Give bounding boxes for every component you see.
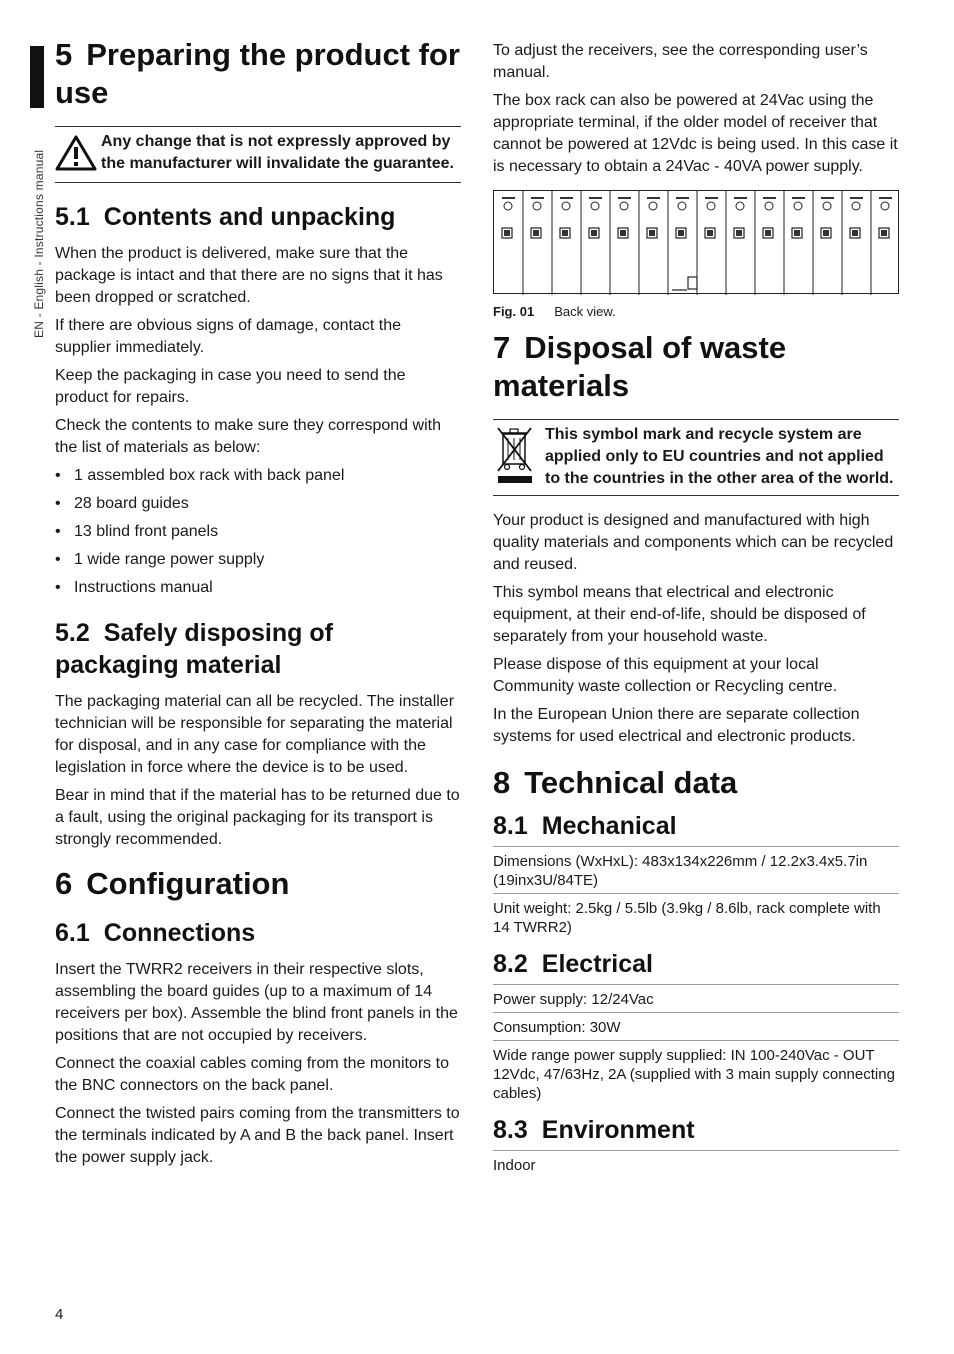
- power-terminal: [672, 277, 697, 290]
- warning-box: [55, 126, 461, 183]
- left-column: [55, 36, 461, 1175]
- section-number: 5.2: [55, 619, 90, 647]
- section-title: Technical data: [524, 765, 738, 800]
- receiver-slot: [784, 191, 805, 295]
- receiver-slot: [502, 197, 515, 238]
- spec-row: Dimensions (WxHxL): 483x134x226mm / 12.2x3.4x5.7in (19inx3U/84TE): [493, 846, 899, 893]
- section-number: 6: [55, 866, 73, 901]
- paragraph: Check the contents to make sure they correspond with the list of materials as below:: [55, 417, 441, 456]
- side-label: EN - English - Instructions manual: [32, 149, 46, 338]
- back-panel-diagram: [494, 191, 900, 295]
- section-number: 8.1: [493, 812, 528, 840]
- section-5-heading: [55, 36, 461, 112]
- section-8-2-heading: [493, 948, 899, 980]
- paragraph: To adjust the receivers, see the corresponding user’s manual.: [493, 42, 868, 81]
- section-number: 8.3: [493, 1116, 528, 1144]
- section-title: Configuration: [86, 866, 290, 901]
- spec-row: Consumption: 30W: [493, 1012, 899, 1040]
- section-number: 6.1: [55, 919, 90, 947]
- paragraph: In the European Union there are separate collection systems for used electrical and electronic products.: [493, 706, 860, 745]
- receiver-slot: [842, 191, 863, 295]
- list-item: • Instructions manual: [55, 577, 461, 599]
- paragraph: Insert the TWRR2 receivers in their respective slots, assembling the board guides (up to a maximum of 14 receivers per box). Assemble the blind front panels in the positions that are not occupied by receivers.: [55, 961, 458, 1044]
- warning-text: Any change that is not expressly approved by the manufacturer will invalidate the guarantee.: [101, 133, 454, 172]
- spec-row: Wide range power supply supplied: IN 100-240Vac - OUT 12Vdc, 47/63Hz, 2A (supplied with 3 main supply connecting cables): [493, 1040, 899, 1106]
- paragraph: Connect the coaxial cables coming from the monitors to the BNC connectors on the back panel.: [55, 1055, 449, 1094]
- crossed-bin-icon: [493, 424, 545, 491]
- paragraph: Connect the twisted pairs coming from the transmitters to the terminals indicated by A and B the back panel. Insert the power supply jack.: [55, 1105, 460, 1166]
- spec-row: Unit weight: 2.5kg / 5.5lb (3.9kg / 8.6lb, rack complete with 14 TWRR2): [493, 893, 899, 940]
- section-number: 5: [55, 37, 73, 72]
- section-5-2-heading: [55, 617, 461, 681]
- paragraph: When the product is delivered, make sure that the package is intact and that there are no signs that it has been dropped or scratched.: [55, 245, 443, 306]
- spec-row: Indoor: [493, 1150, 899, 1178]
- receiver-slot: [755, 191, 776, 295]
- list-item: • 1 assembled box rack with back panel: [55, 465, 461, 487]
- list-item: • 13 blind front panels: [55, 521, 461, 543]
- contents-list: [55, 465, 461, 599]
- receiver-slot: [668, 191, 689, 295]
- list-item: • 28 board guides: [55, 493, 461, 515]
- paragraph: The box rack can also be powered at 24Vac using the appropriate terminal, if the older model of receiver that cannot be powered at 12Vdc is being used. In this case it is necessary to obtain a 24Vac - 40VA power supply.: [493, 92, 898, 175]
- section-8-1-heading: [493, 810, 899, 842]
- paragraph: If there are obvious signs of damage, contact the supplier immediately.: [55, 317, 401, 356]
- section-title: Environment: [541, 1116, 695, 1144]
- receiver-slot: [871, 191, 892, 295]
- list-item: • 1 wide range power supply: [55, 549, 461, 571]
- section-number: 7: [493, 330, 511, 365]
- section-title: Connections: [103, 919, 256, 947]
- section-title: Preparing the product for use: [55, 37, 460, 110]
- page-number: 4: [55, 1306, 64, 1323]
- receiver-slot: [697, 191, 718, 295]
- weee-notice-text: This symbol mark and recycle system are applied only to EU countries and not applied to the countries in the other area of the world.: [545, 426, 894, 487]
- section-title: Electrical: [541, 950, 653, 978]
- section-tab-marker: [30, 46, 44, 108]
- section-number: 5.1: [55, 203, 90, 231]
- receiver-slot: [610, 191, 631, 295]
- receiver-slot: [726, 191, 747, 295]
- figure-caption-text: Back view.: [554, 304, 616, 319]
- section-number: 8: [493, 765, 511, 800]
- paragraph: The packaging material can all be recycled. The installer technician will be responsible for separating the material for disposal, and in any case for compliance with the legislation in force where the device is to be used.: [55, 693, 455, 776]
- receiver-slot: [813, 191, 834, 295]
- receiver-slot: [523, 191, 544, 295]
- section-8-3-heading: [493, 1114, 899, 1146]
- paragraph: Your product is designed and manufactured with high quality materials and components which can be recycled and reused.: [493, 512, 894, 573]
- back-panel-figure: [493, 190, 899, 294]
- paragraph: Keep the packaging in case you need to send the product for repairs.: [55, 367, 406, 406]
- paragraph: Bear in mind that if the material has to be returned due to a fault, using the original packaging for its transport is strongly recommended.: [55, 787, 460, 848]
- weee-notice-box: [493, 419, 899, 496]
- section-number: 8.2: [493, 950, 528, 978]
- figure-label: Fig. 01: [493, 304, 535, 319]
- paragraph: Please dispose of this equipment at your local Community waste collection or Recycling centre.: [493, 656, 838, 695]
- section-title: Mechanical: [541, 812, 677, 840]
- section-5-1-heading: [55, 201, 461, 233]
- receiver-slot: [552, 191, 573, 295]
- figure-caption: [493, 304, 899, 319]
- section-title: Contents and unpacking: [103, 203, 396, 231]
- section-7-heading: [493, 329, 899, 405]
- section-title: Safely disposing of packaging material: [55, 619, 333, 679]
- right-column: [493, 40, 899, 1178]
- section-title: Disposal of waste materials: [493, 330, 787, 403]
- receiver-slot: [639, 191, 660, 295]
- section-6-heading: [55, 865, 461, 903]
- receiver-slot: [581, 191, 602, 295]
- section-6-1-heading: [55, 917, 461, 949]
- paragraph: This symbol means that electrical and electronic equipment, at their end-of-life, should be disposed of separately from your household waste.: [493, 584, 866, 645]
- spec-row: Power supply: 12/24Vac: [493, 984, 899, 1012]
- warning-triangle-icon: [55, 131, 101, 176]
- section-8-heading: [493, 764, 899, 802]
